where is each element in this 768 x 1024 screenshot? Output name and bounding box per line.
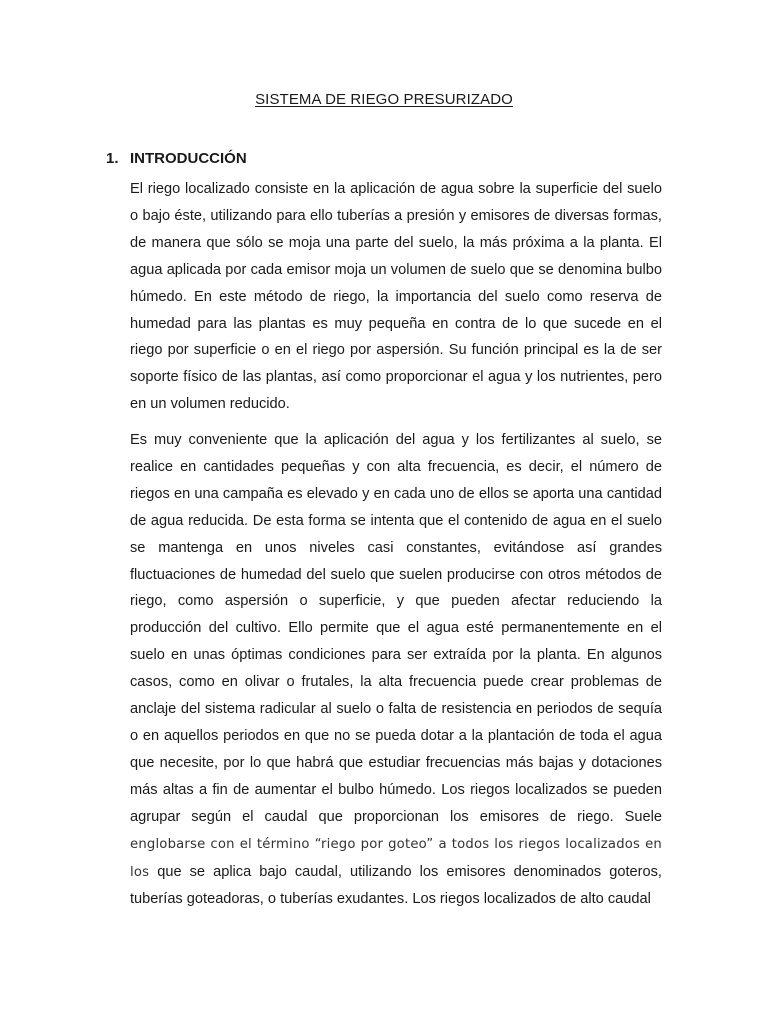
section-heading xyxy=(106,150,247,167)
paragraph-introduction-1: El riego localizado consiste en la aplicación de agua sobre la superficie del suelo o bajo éste, utilizando para ello tuberías a presión y emisores de diversas formas, de manera que sólo se moja una parte del suelo, la más próxima a la planta. El agua aplicada por cada emisor moja un volumen de suelo que se denomina bulbo húmedo. En este método de riego, la importancia del suelo como reserva de humedad para las plantas es muy pequeña en contra de lo que sucede en el riego por superficie o en el riego por aspersión. Su función principal es la de ser soporte físico de las plantas, así como proporcionar el agua y los nutrientes, pero en un volumen reducido. xyxy=(130,181,662,413)
paragraph-2-tail: que se aplica bajo caudal, utilizando los emisores denominados goteros, tuberías goteadoras, o tuberías exudantes. Los riegos localizados de alto caudal xyxy=(130,863,662,908)
section-number: 1. xyxy=(106,150,119,167)
paragraph-introduction-2 xyxy=(130,427,662,913)
paragraph-2-alt-font-segment: englobarse con el término “riego por goteo” a todos los riegos localizados en los xyxy=(130,836,662,880)
section-heading-text: INTRODUCCIÓN xyxy=(130,150,247,167)
document-title: SISTEMA DE RIEGO PRESURIZADO xyxy=(255,91,513,108)
paragraph-2-main: Es muy conveniente que la aplicación del agua y los fertilizantes al suelo, se realice en cantidades pequeñas y con alta frecuencia, es decir, el número de riegos en una campaña es elevado y en cada uno de ellos se aporta una cantidad de agua reducida. De esta forma se intenta que el contenido de agua en el suelo se mantenga en unos niveles casi constantes, evitándose así grandes fluctuaciones de humedad del suelo que suelen producirse con otros métodos de riego, como aspersión o superficie, y que pueden afectar reduciendo la producción del cultivo. Ello permite que el agua esté permanentemente en el suelo en unas óptimas condiciones para ser extraída por la planta. En algunos casos, como en olivar o frutales, la alta frecuencia puede crear problemas de anclaje del sistema radicular al suelo o falta de resistencia en periodos de sequía o en aquellos periodos en que no se pueda dotar a la plantación de toda el agua que necesite, por lo que habrá que estudiar frecuencias más bajas y dotaciones más altas a fin de aumentar el bulbo húmedo. Los riegos localizados se pueden agrupar según el caudal que proporcionan los emisores de riego. Suele xyxy=(130,432,662,825)
